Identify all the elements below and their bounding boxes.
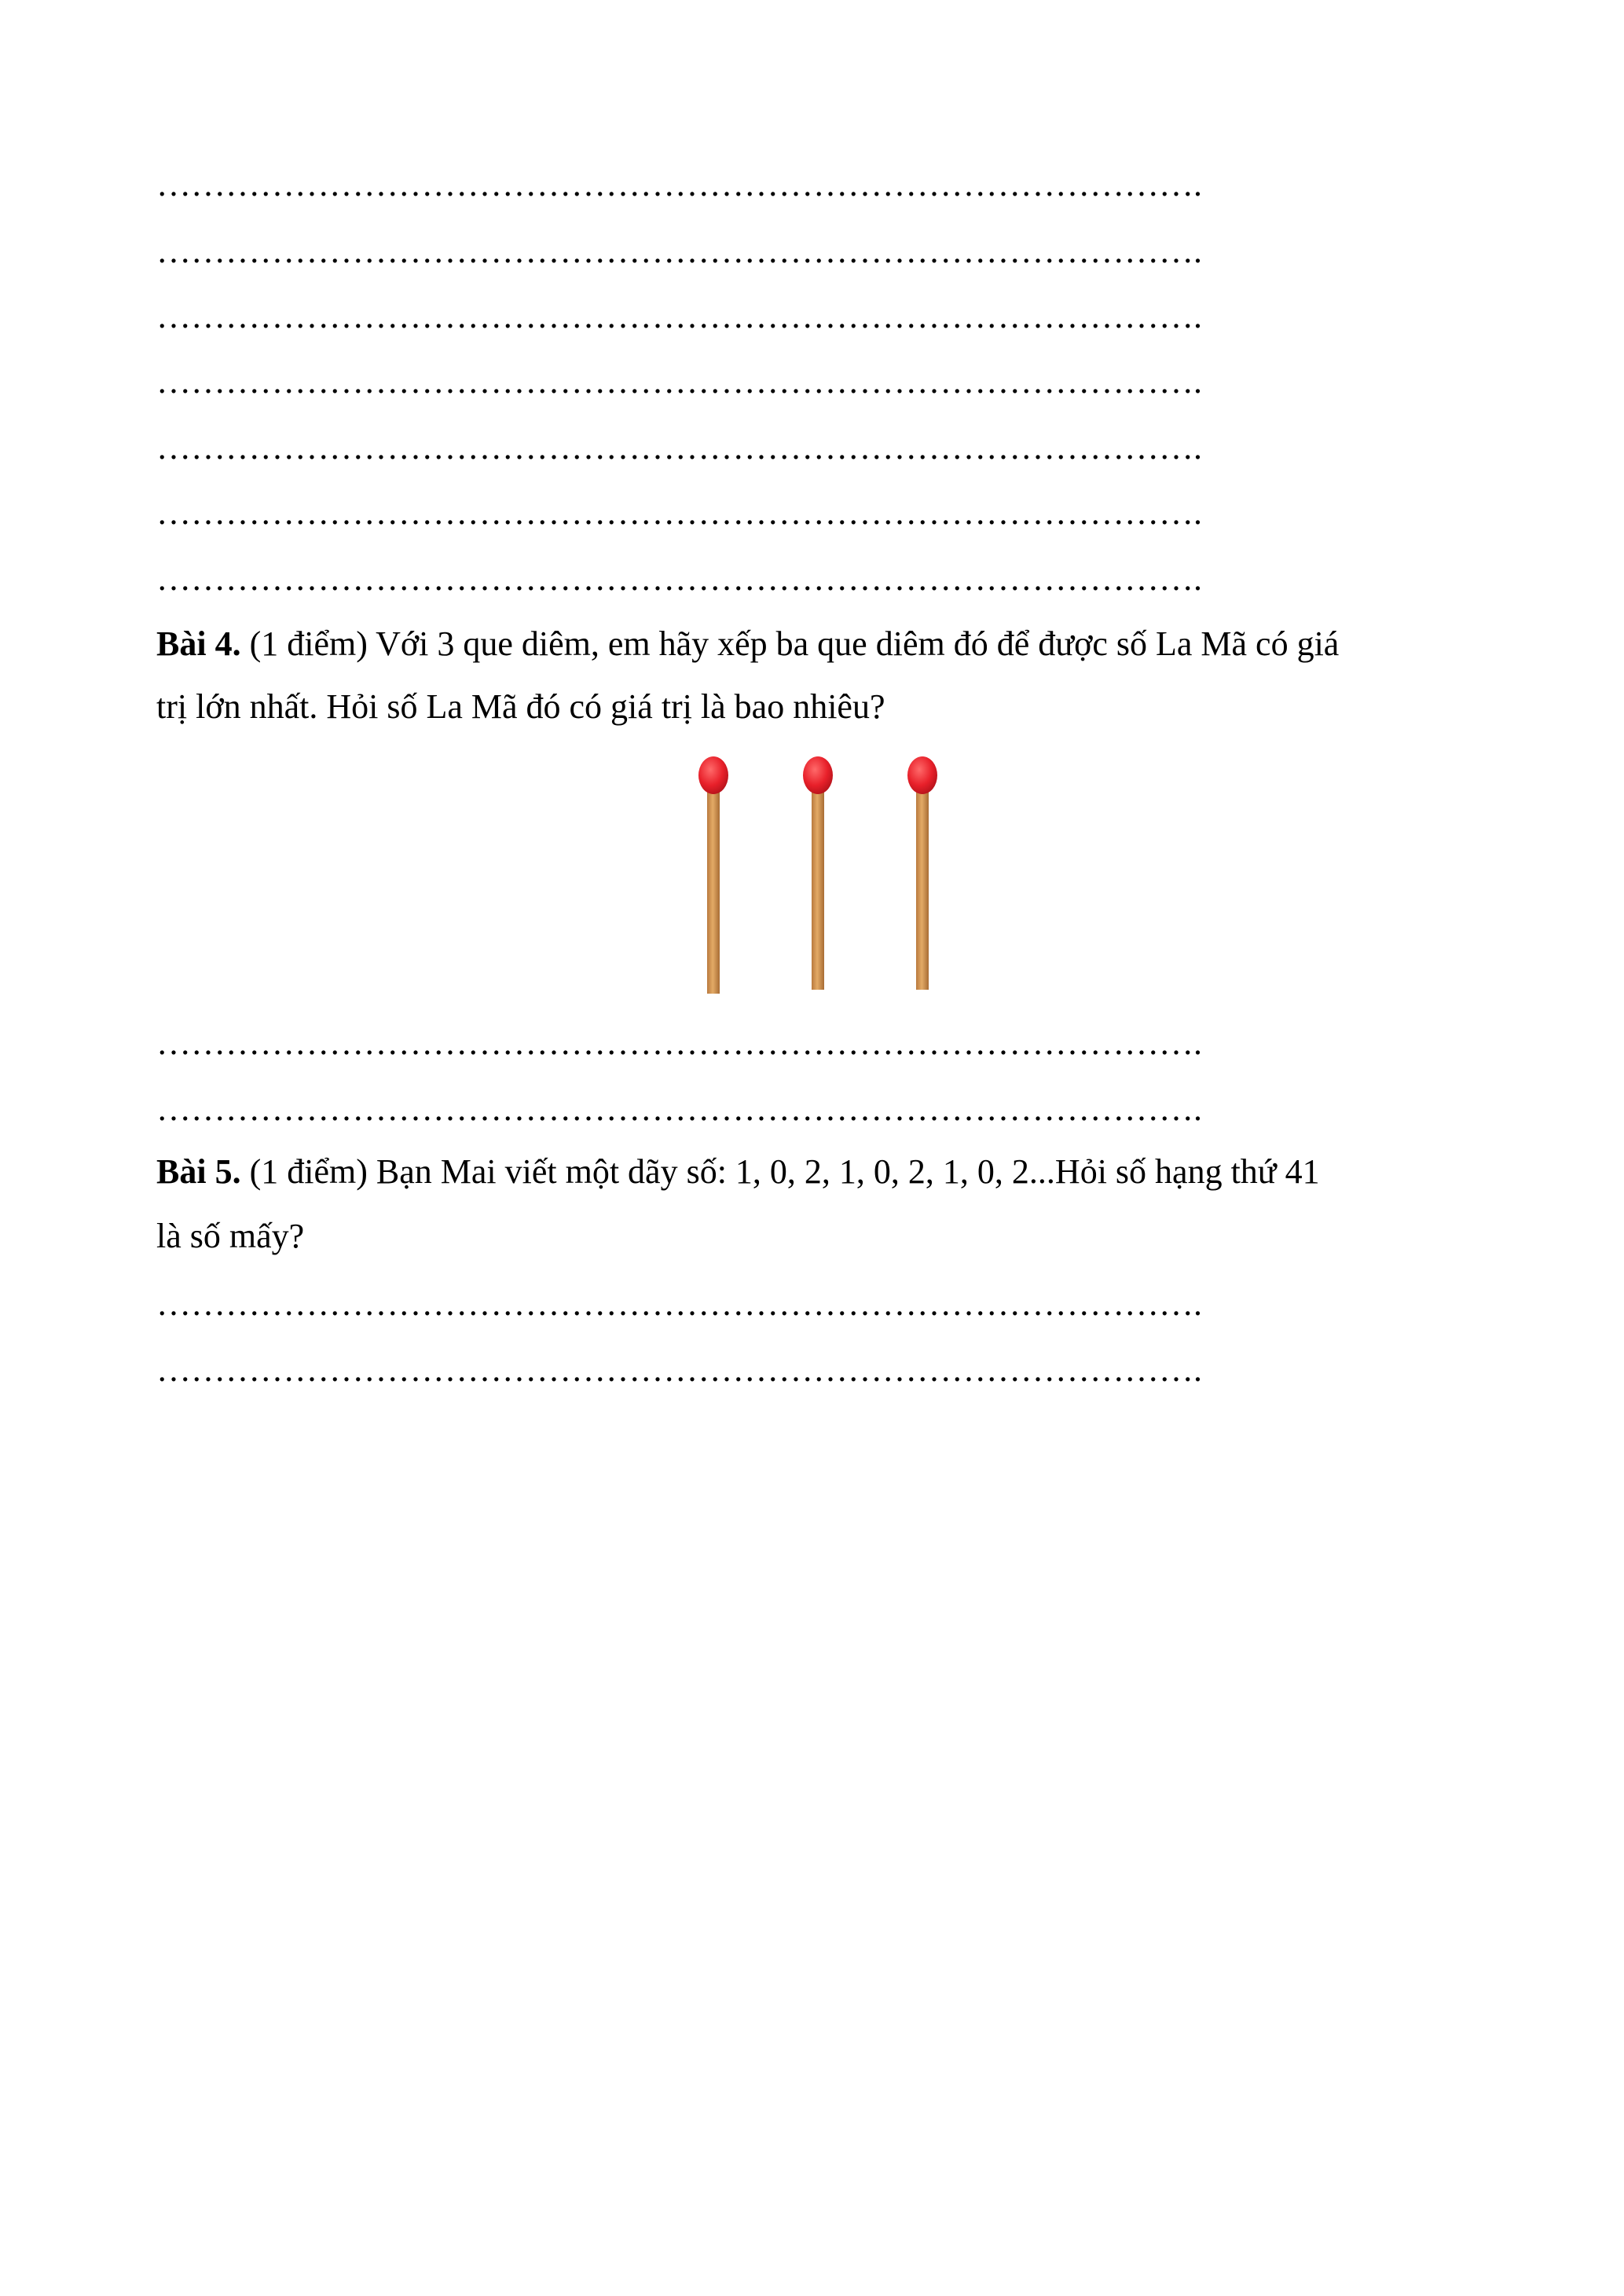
bai5-label: Bài 5.	[156, 1152, 241, 1191]
answer-line: ……………………………………………………………………………….	[156, 232, 1202, 270]
bai4-question-line1	[156, 621, 1484, 668]
answer-line: ……………………………………………………………………………….	[156, 362, 1202, 401]
answer-line: ……………………………………………………………………………….	[156, 428, 1202, 467]
matchstick-2	[803, 756, 833, 990]
answer-line: ……………………………………………………………………………….	[156, 297, 1202, 335]
bai5-text-line2: là số mấy?	[156, 1217, 305, 1255]
matchstick-1	[698, 756, 728, 994]
bai4-text-line1: (1 điểm) Với 3 que diêm, em hãy xếp ba que diêm đó để được số La Mã có giá	[240, 624, 1340, 663]
answer-line: ……………………………………………………………………………….	[156, 1350, 1202, 1389]
bai4-label: Bài 4.	[156, 624, 241, 663]
matchsticks-illustration	[684, 742, 951, 1002]
answer-line: ……………………………………………………………………………….	[156, 559, 1202, 598]
answer-line: ……………………………………………………………………………….	[156, 1089, 1202, 1128]
answer-line: ……………………………………………………………………………….	[156, 1284, 1202, 1323]
bai5-text-line1: (1 điểm) Bạn Mai viết một dãy số: 1, 0, 2, 1, 0, 2, 1, 0, 2...Hỏi số hạng thứ 41	[240, 1152, 1320, 1191]
bai4-text-line2: trị lớn nhất. Hỏi số La Mã đó có giá trị là bao nhiêu?	[156, 687, 885, 726]
matchstick-3	[907, 756, 937, 990]
answer-line: ……………………………………………………………………………….	[156, 1023, 1202, 1062]
bai5-question-line1	[156, 1148, 1484, 1196]
answer-line: ……………………………………………………………………………….	[156, 493, 1202, 532]
answer-line: ……………………………………………………………………………….	[156, 165, 1202, 203]
